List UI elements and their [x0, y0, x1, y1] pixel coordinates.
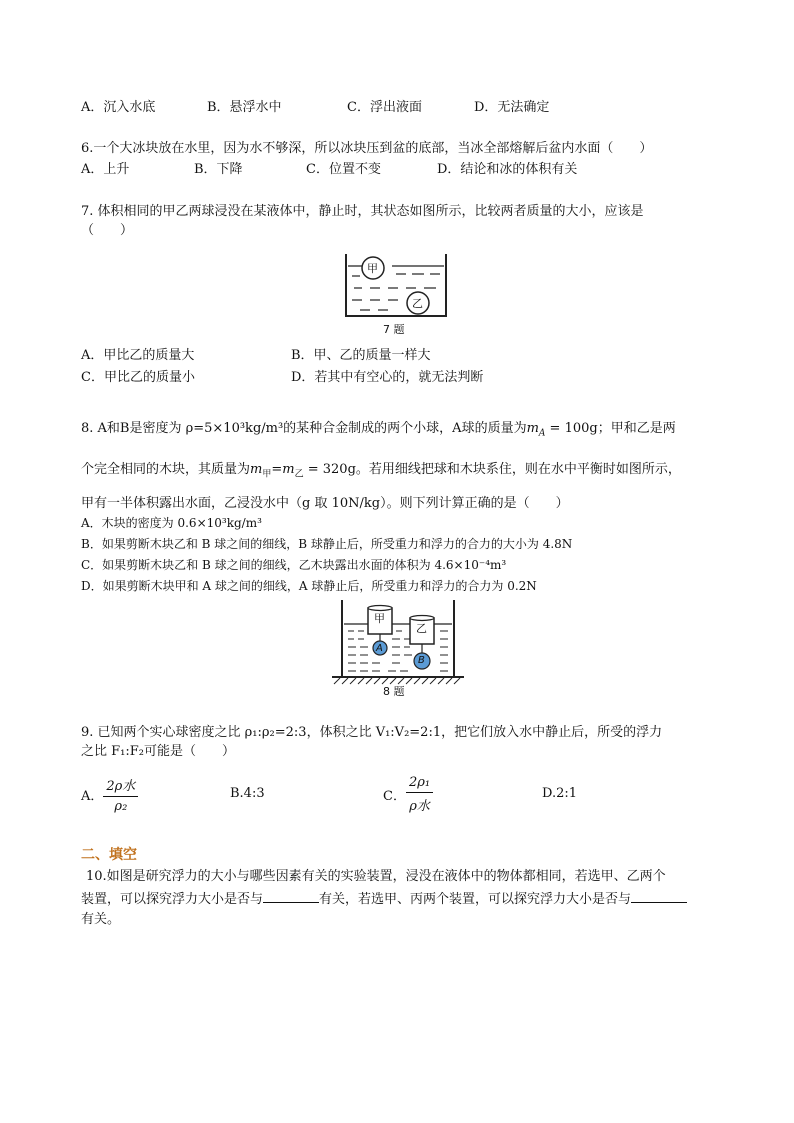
q8-ball-a-label: A: [376, 643, 383, 654]
q6-option-d: D．结论和冰的体积有关: [437, 162, 578, 177]
q5-option-c: C．浮出液面: [347, 100, 422, 115]
q7-ball-yi-label: 乙: [412, 297, 423, 310]
q8-block-yi-label: 乙: [416, 622, 427, 635]
q10-blank-1[interactable]: [263, 890, 319, 903]
q7-ball-jia-label: 甲: [367, 262, 378, 275]
q6-option-c: C．位置不变: [306, 162, 381, 177]
q8-stem-mass-sub: A: [538, 428, 546, 439]
q8-stem-line1-text-a: 8. A和B是密度为 ρ=5×10³kg/m³的某种合金制成的两个小球，A球的质量为: [81, 421, 527, 436]
q8-option-a: A．木块的密度为 0.6×10³kg/m³: [81, 516, 262, 530]
q9-option-c-label: C．: [383, 788, 406, 804]
q6-stem: 6.一个大冰块放在水里，因为水不够深，所以冰块压到盆的底部，当冰全部熔解后盆内水面（ ）: [81, 141, 653, 156]
q9-option-a-numerator: 2ρ水: [103, 775, 138, 797]
q8-figure: [330, 598, 466, 690]
q8-stem-line1-text-b: = 100g；甲和乙是两: [545, 421, 676, 436]
q9-option-a-fraction: [103, 775, 138, 814]
q10-line2: [81, 890, 687, 909]
q8-stem-line2: [81, 461, 681, 484]
q7-option-c: C．甲比乙的质量小: [81, 370, 195, 385]
q6-option-a: A．上升: [81, 162, 130, 177]
q8-stem-line2-text-b: = 320g。若用细线把球和木块系住，则在水中平衡时如图所示，: [303, 462, 681, 477]
q7-figure-caption: 7 题: [383, 323, 405, 336]
q10-line1: 10.如图是研究浮力的大小与哪些因素有关的实验装置，浸没在液体中的物体都相同，若选甲、乙两个: [86, 869, 666, 884]
q5-option-b: B．悬浮水中: [207, 100, 282, 115]
q8-option-c: C．如果剪断木块乙和 B 球之间的细线，乙木块露出水面的体积为 4.6×10⁻⁴m³: [81, 558, 507, 572]
q5-option-a: A．沉入水底: [81, 100, 156, 115]
q10-line3: 有关。: [81, 912, 121, 927]
q8-stem-line2-eq: =: [271, 462, 283, 477]
q8-stem-line2-text-a: 个完全相同的木块，其质量为: [81, 462, 251, 477]
q9-option-a-denominator: ρ₂: [114, 798, 128, 814]
q9-option-c-denominator: ρ水: [409, 798, 430, 814]
q7-option-d: D．若其中有空心的，就无法判断: [291, 370, 484, 385]
q8-stem-mass-symbol: m: [526, 421, 539, 436]
q6-option-b: B．下降: [194, 162, 243, 177]
q8-stem-line2-sub2: 乙: [294, 469, 304, 480]
q8-stem-line2-mass2: m: [282, 462, 295, 477]
q10-line2-text-b: 有关，若选甲、丙两个装置，可以探究浮力大小是否与: [319, 892, 632, 907]
q10-line2-text-a: 装置，可以探究浮力大小是否与: [81, 892, 264, 907]
q7-option-b: B．甲、乙的质量一样大: [291, 348, 431, 363]
q9-option-d: D.2:1: [542, 786, 578, 801]
section-title: 二、填空: [81, 847, 137, 863]
q9-option-a-label: A．: [81, 788, 104, 804]
q10-blank-2[interactable]: [631, 890, 687, 903]
q8-stem-line2-mass1: m: [250, 462, 263, 477]
q8-ball-b-label: B: [418, 655, 425, 666]
q9-option-a: [81, 772, 138, 816]
q7-option-a: A．甲比乙的质量大: [81, 348, 195, 363]
q8-option-b: B．如果剪断木块乙和 B 球之间的细线，B 球静止后，所受重力和浮力的合力的大小为 4.8N: [81, 537, 573, 551]
q9-option-c-fraction: [406, 775, 433, 814]
q8-stem-line2-sub1: 甲: [262, 469, 272, 480]
q8-stem-line1: [81, 420, 676, 443]
q9-stem-line2: 之比 F₁:F₂可能是（ ）: [81, 744, 235, 759]
q7-stem-line1: 7. 体积相同的甲乙两球浸没在某液体中，静止时，其状态如图所示，比较两者质量的大小，应该是: [81, 204, 644, 219]
q9-option-c: [383, 772, 433, 816]
q8-option-d: D．如果剪断木块甲和 A 球之间的细线，A 球静止后，所受重力和浮力的合力为 0.2N: [81, 579, 537, 593]
q9-option-b: B.4:3: [230, 786, 265, 801]
q8-figure-caption: 8 题: [383, 685, 405, 698]
q9-stem-line1: 9. 已知两个实心球密度之比 ρ₁:ρ₂=2:3，体积之比 V₁:V₂=2:1，把它们放入水中静止后，所受的浮力: [81, 725, 663, 740]
q8-stem-line3: 甲有一半体积露出水面，乙浸没水中（g 取 10N/kg）。则下列计算正确的是（ ）: [81, 496, 569, 511]
q9-option-c-numerator: 2ρ₁: [406, 775, 433, 793]
q5-option-d: D．无法确定: [474, 100, 550, 115]
q8-block-jia-label: 甲: [374, 612, 385, 625]
q7-stem-line2: （ ）: [81, 223, 134, 238]
